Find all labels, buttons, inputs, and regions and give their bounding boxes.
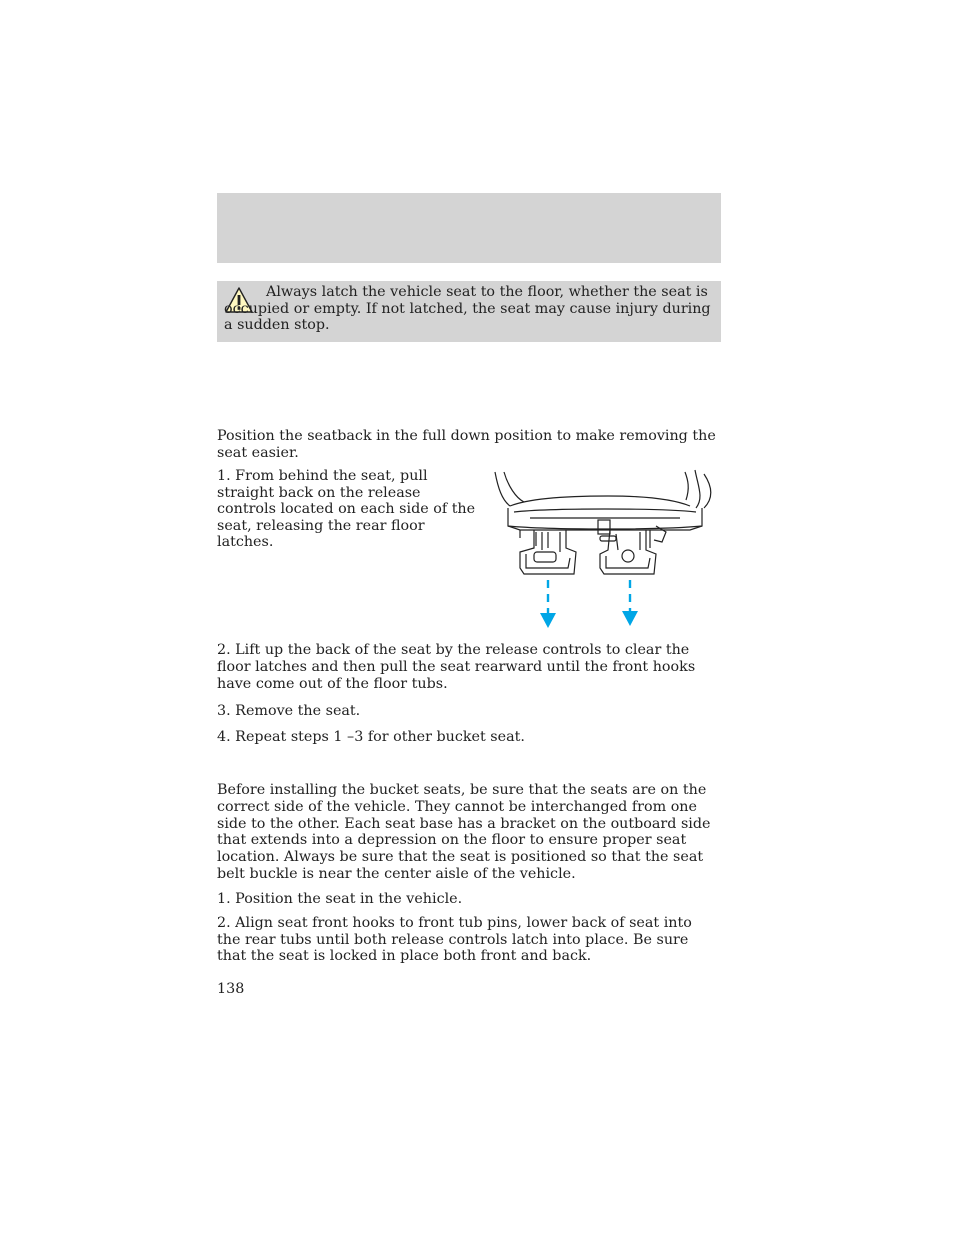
warning-text: Always latch the vehicle seat to the floor, whether the seat is occupied or empty. If not latched, the seat may cause injury during a sudden stop.	[224, 284, 711, 333]
arrow-down-icon	[540, 613, 556, 628]
page-number: 138	[217, 981, 245, 997]
installation-step-1: 1. Position the seat in the vehicle.	[217, 891, 463, 907]
seat-release-illustration	[490, 468, 720, 633]
removal-step-4: 4. Repeat steps 1 –3 for other bucket seat.	[217, 729, 525, 745]
installation-step-2: 2. Align seat front hooks to front tub pins, lower back of seat into the rear tubs until both release controls latch into place. Be sure that the seat is locked in place both front and back.	[217, 915, 692, 964]
arrow-down-icon	[622, 611, 638, 626]
warning-box	[217, 281, 721, 342]
removal-step-3: 3. Remove the seat.	[217, 703, 361, 719]
removal-step-1: 1. From behind the seat, pull straight back on the release controls located on each side of the seat, releasing the rear floor latches.	[217, 468, 476, 550]
installation-intro: Before installing the bucket seats, be sure that the seats are on the correct side of the vehicle. They cannot be interchanged from one side to the other. Each seat base has a bracket on the outboard side that extends into a depression on the floor to ensure proper seat location. Always be sure that the seat is positioned so that the seat belt buckle is near the center aisle of the vehicle.	[217, 782, 711, 882]
removal-intro: Position the seatback in the full down position to make removing the seat easier.	[217, 428, 716, 461]
section-header-bar	[217, 193, 721, 263]
removal-step-2: 2. Lift up the back of the seat by the release controls to clear the floor latches and then pull the seat rearward until the front hooks have come out of the floor tubs.	[217, 642, 696, 692]
